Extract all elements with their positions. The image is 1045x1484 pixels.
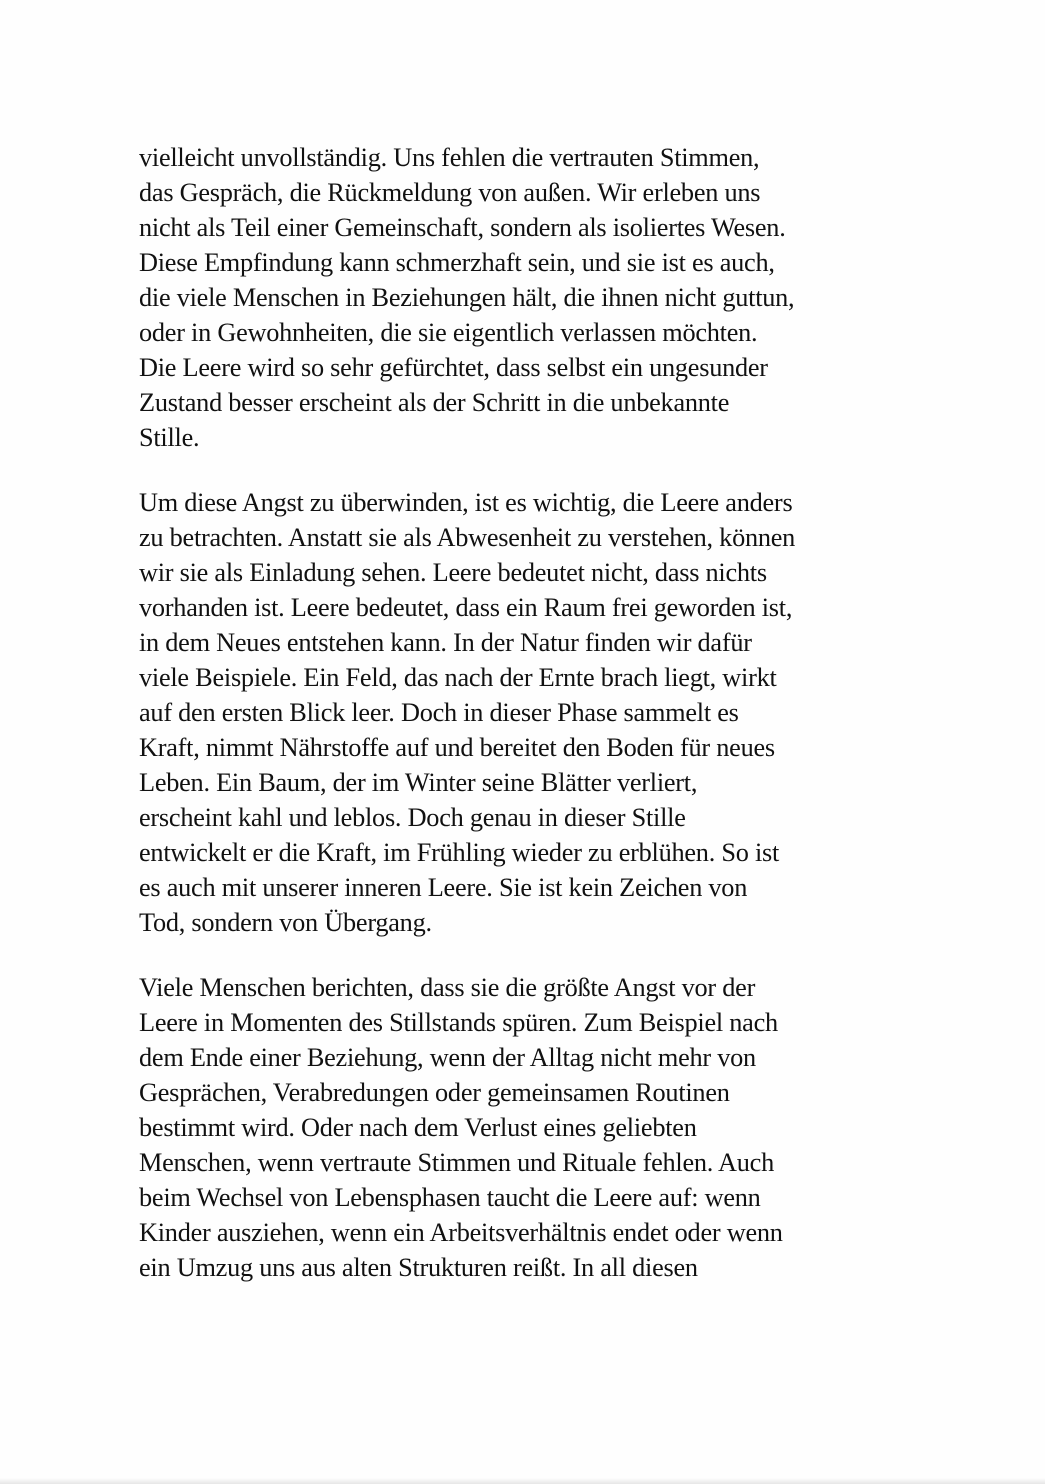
page-bottom-edge — [0, 1478, 1045, 1484]
text-line: entwickelt er die Kraft, im Frühling wieder zu erblühen. So ist — [139, 838, 780, 867]
text-line: wir sie als Einladung sehen. Leere bedeutet nicht, dass nichts — [139, 558, 767, 587]
text-line: beim Wechsel von Lebensphasen taucht die Leere auf: wenn — [139, 1183, 761, 1212]
text-line: Diese Empfindung kann schmerzhaft sein, und sie ist es auch, — [139, 248, 775, 277]
text-line: Kraft, nimmt Nährstoffe auf und bereitet den Boden für neues — [139, 733, 775, 762]
paragraph-3 — [139, 970, 919, 1285]
text-line: in dem Neues entstehen kann. In der Natur finden wir dafür — [139, 628, 752, 657]
text-line: Kinder ausziehen, wenn ein Arbeitsverhältnis endet oder wenn — [139, 1218, 783, 1247]
text-line: Stille. — [139, 423, 200, 452]
text-line: Gesprächen, Verabredungen oder gemeinsamen Routinen — [139, 1078, 730, 1107]
text-line: Um diese Angst zu überwinden, ist es wichtig, die Leere anders — [139, 488, 793, 517]
text-line: Leben. Ein Baum, der im Winter seine Blätter verliert, — [139, 768, 698, 797]
text-line: erscheint kahl und leblos. Doch genau in dieser Stille — [139, 803, 686, 832]
text-line: Leere in Momenten des Stillstands spüren. Zum Beispiel nach — [139, 1008, 778, 1037]
text-line: zu betrachten. Anstatt sie als Abwesenheit zu verstehen, können — [139, 523, 796, 552]
text-line: es auch mit unserer inneren Leere. Sie ist kein Zeichen von — [139, 873, 748, 902]
paragraph-1 — [139, 140, 919, 455]
text-line: die viele Menschen in Beziehungen hält, die ihnen nicht guttun, — [139, 283, 795, 312]
text-line: auf den ersten Blick leer. Doch in dieser Phase sammelt es — [139, 698, 739, 727]
text-line: viele Beispiele. Ein Feld, das nach der Ernte brach liegt, wirkt — [139, 663, 777, 692]
text-line: das Gespräch, die Rückmeldung von außen. Wir erleben uns — [139, 178, 761, 207]
text-line: Viele Menschen berichten, dass sie die größte Angst vor der — [139, 973, 756, 1002]
text-line: Zustand besser erscheint als der Schritt in die unbekannte — [139, 388, 730, 417]
text-line: nicht als Teil einer Gemeinschaft, sondern als isoliertes Wesen. — [139, 213, 786, 242]
text-line: vorhanden ist. Leere bedeutet, dass ein Raum frei geworden ist, — [139, 593, 793, 622]
paragraph-2 — [139, 485, 919, 940]
document-body — [139, 140, 919, 1315]
text-line: oder in Gewohnheiten, die sie eigentlich verlassen möchten. — [139, 318, 758, 347]
text-line: Tod, sondern von Übergang. — [139, 908, 432, 937]
text-line: dem Ende einer Beziehung, wenn der Alltag nicht mehr von — [139, 1043, 756, 1072]
text-line: Die Leere wird so sehr gefürchtet, dass selbst ein ungesunder — [139, 353, 768, 382]
text-line: Menschen, wenn vertraute Stimmen und Rituale fehlen. Auch — [139, 1148, 774, 1177]
text-line: ein Umzug uns aus alten Strukturen reißt. In all diesen — [139, 1253, 698, 1282]
text-line: vielleicht unvollständig. Uns fehlen die vertrauten Stimmen, — [139, 143, 760, 172]
text-line: bestimmt wird. Oder nach dem Verlust eines geliebten — [139, 1113, 697, 1142]
